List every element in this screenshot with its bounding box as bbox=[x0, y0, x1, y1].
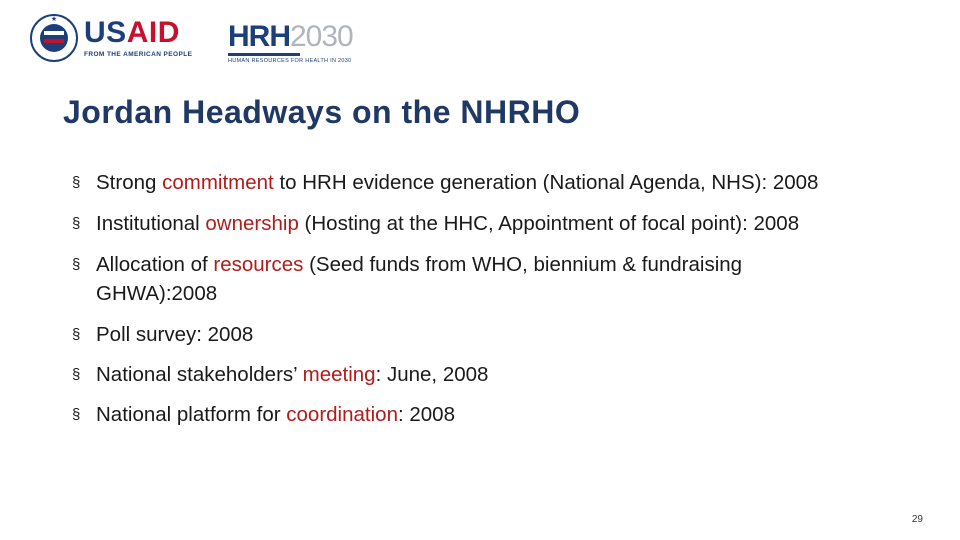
bullet-marker-icon: § bbox=[72, 406, 81, 423]
usaid-logo bbox=[30, 14, 192, 62]
highlight-text: meeting bbox=[302, 363, 376, 386]
bullet-marker-icon: § bbox=[72, 256, 81, 273]
bullet-item: § Strong commitment to HRH evidence generation (National Agenda, NHS): 2008 bbox=[72, 168, 832, 197]
logo-bar bbox=[30, 14, 390, 74]
bullet-item: § Allocation of resources (Seed funds from WHO, biennium & fundraising GHWA):2008 bbox=[72, 250, 832, 308]
hrh2030-logo bbox=[228, 22, 353, 64]
usaid-seal-icon: ★ bbox=[30, 14, 78, 62]
bullet-item: § Poll survey: 2008 bbox=[72, 320, 832, 349]
bullet-marker-icon: § bbox=[72, 366, 81, 383]
bullet-marker-icon: § bbox=[72, 174, 81, 191]
highlight-text: resources bbox=[213, 253, 304, 276]
hrh-wordmark: HRH 2030 bbox=[228, 20, 353, 53]
highlight-text: commitment bbox=[162, 171, 274, 194]
usaid-wordmark: USAID bbox=[84, 16, 180, 49]
usaid-tagline: FROM THE AMERICAN PEOPLE bbox=[84, 51, 193, 58]
hrh-tagline: HUMAN RESOURCES FOR HEALTH IN 2030 bbox=[228, 58, 352, 64]
bullet-list bbox=[72, 168, 832, 440]
bullet-item: § National stakeholders’ meeting: June, 2008 bbox=[72, 360, 832, 389]
bullet-item: § Institutional ownership (Hosting at the HHC, Appointment of focal point): 2008 bbox=[72, 209, 832, 238]
bullet-marker-icon: § bbox=[72, 326, 81, 343]
highlight-text: ownership bbox=[205, 212, 299, 235]
page-number: 29 bbox=[911, 514, 923, 525]
bullet-marker-icon: § bbox=[72, 215, 81, 232]
highlight-text: coordination bbox=[286, 403, 398, 426]
slide-title: Jordan Headways on the NHRHO bbox=[63, 94, 581, 130]
bullet-item: § National platform for coordination: 2008 bbox=[72, 400, 832, 429]
